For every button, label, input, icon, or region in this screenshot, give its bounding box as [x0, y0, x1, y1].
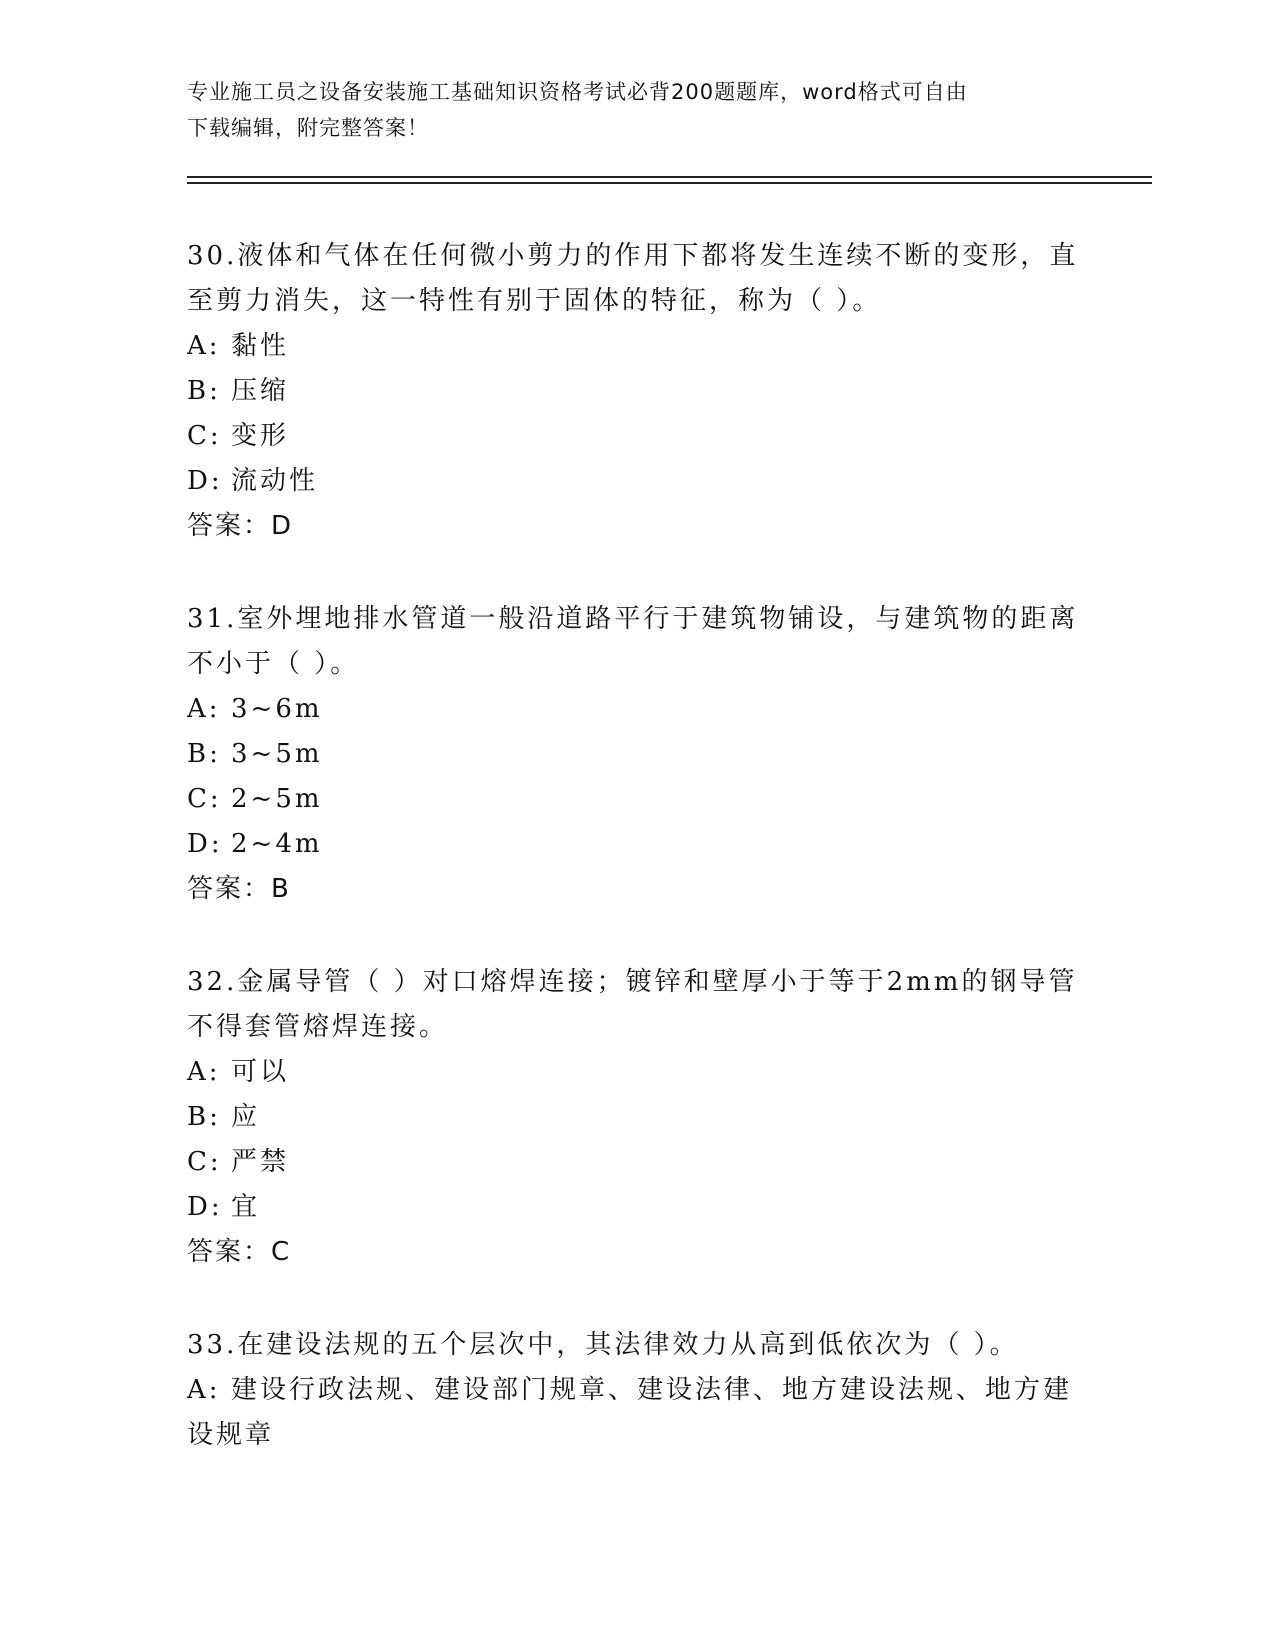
header-line-2: 下载编辑，附完整答案！	[187, 116, 429, 140]
option-text: 3~6m	[231, 694, 323, 724]
option-text: 流动性	[231, 466, 319, 496]
option-b	[187, 1095, 1087, 1140]
option-key: A:	[187, 1057, 221, 1087]
question-stem-line: 30.液体和气体在任何微小剪力的作用下都将发生连续不断的变形，直	[187, 241, 1079, 271]
option-key: B:	[187, 739, 221, 769]
option-text: 变形	[231, 421, 290, 451]
option-text: 2~5m	[231, 784, 323, 814]
option-text: 应	[231, 1102, 261, 1132]
question-30	[187, 234, 1087, 549]
question-stem-line: 不小于（ ）。	[187, 649, 360, 679]
question-stem-line: 32.金属导管（ ）对口熔焊连接；镀锌和壁厚小于等于2mm的钢导管	[187, 967, 1078, 997]
option-c	[187, 414, 1087, 459]
option-key: C:	[187, 421, 222, 451]
option-a	[187, 1050, 1087, 1095]
option-a	[187, 324, 1087, 369]
option-key: A:	[187, 1375, 221, 1405]
option-key: D:	[187, 829, 223, 859]
option-a	[187, 687, 1087, 732]
option-a	[187, 1368, 1087, 1413]
option-b	[187, 732, 1087, 777]
option-a-continued	[187, 1413, 1087, 1458]
option-key: D:	[187, 466, 223, 496]
option-text: 压缩	[231, 376, 290, 406]
question-31	[187, 597, 1087, 912]
question-stem-line: 至剪力消失，这一特性有别于固体的特征，称为（ ）。	[187, 286, 882, 316]
option-key: A:	[187, 331, 221, 361]
option-key: B:	[187, 376, 221, 406]
option-key: D:	[187, 1192, 223, 1222]
option-key: C:	[187, 1147, 222, 1177]
answer-line: 答案：B	[187, 874, 291, 904]
question-33	[187, 1323, 1087, 1458]
document-header	[187, 74, 1067, 146]
header-divider-top	[187, 176, 1152, 178]
option-key: B:	[187, 1102, 221, 1132]
option-d	[187, 1185, 1087, 1230]
option-b	[187, 369, 1087, 414]
answer-line: 答案：C	[187, 1237, 292, 1267]
question-stem-line: 不得套管熔焊连接。	[187, 1012, 449, 1042]
header-divider-bottom	[187, 182, 1152, 184]
option-text: 宜	[231, 1192, 261, 1222]
option-text: 设规章	[187, 1420, 275, 1450]
option-c	[187, 1140, 1087, 1185]
option-text: 黏性	[231, 331, 290, 361]
header-line-1: 专业施工员之设备安装施工基础知识资格考试必背200题题库，word格式可自由	[187, 80, 968, 104]
question-32	[187, 960, 1087, 1275]
option-c	[187, 777, 1087, 822]
question-stem-line: 31.室外埋地排水管道一般沿道路平行于建筑物铺设，与建筑物的距离	[187, 604, 1079, 634]
question-stem-line: 33.在建设法规的五个层次中，其法律效力从高到低依次为（ ）。	[187, 1330, 1019, 1360]
option-text: 严禁	[231, 1147, 290, 1177]
option-d	[187, 459, 1087, 504]
option-key: C:	[187, 784, 222, 814]
option-text: 2~4m	[231, 829, 323, 859]
option-text: 可以	[231, 1057, 290, 1087]
option-text: 3~5m	[231, 739, 323, 769]
option-text: 建设行政法规、建设部门规章、建设法律、地方建设法规、地方建	[231, 1375, 1073, 1405]
option-key: A:	[187, 694, 221, 724]
answer-line: 答案：D	[187, 511, 294, 541]
option-d	[187, 822, 1087, 867]
